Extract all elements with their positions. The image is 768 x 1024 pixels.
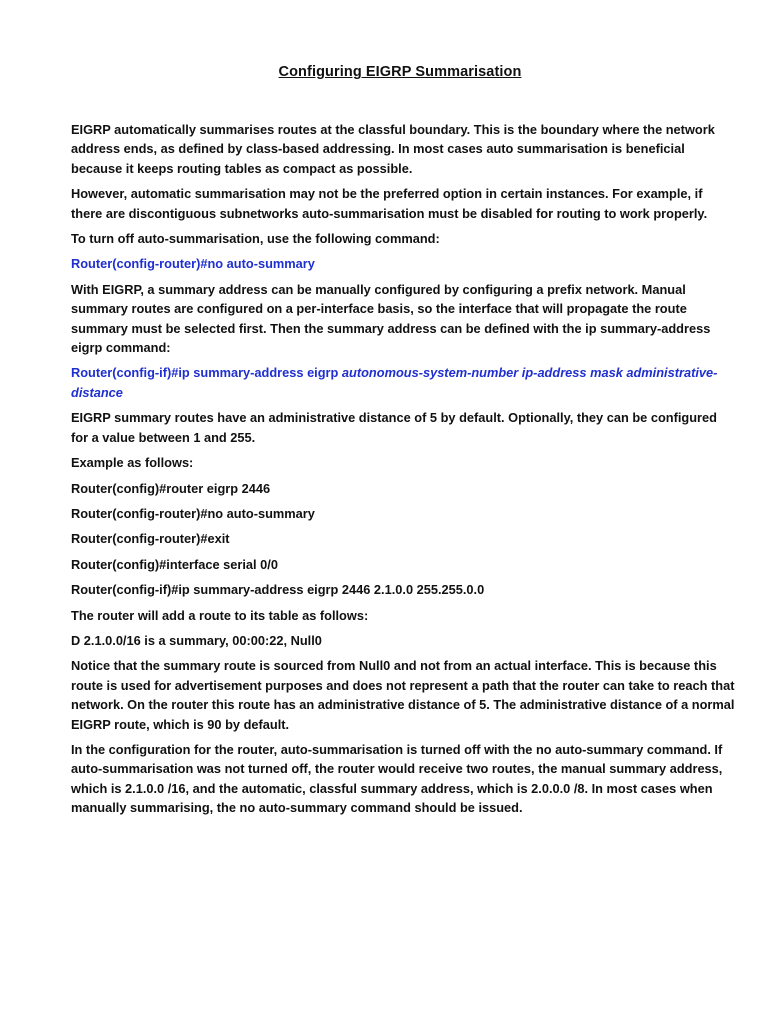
admin-distance-paragraph: EIGRP summary routes have an administrative distance of 5 by default. Optionally, they can be configured for a value between 1 and 255.	[71, 410, 717, 445]
summary-address-command-args: autonomous-system-number ip-address mask administrative-distance	[71, 365, 718, 400]
null0-paragraph: Notice that the summary route is sourced from Null0 and not from an actual interface. This is because this route is used for advertisement purposes and does not represent a path that the router can take to reach that network. On the router this route has an administrative distance of 5. The administrative distance of a normal EIGRP route, which is 90 by default.	[71, 658, 735, 732]
turn-off-paragraph: To turn off auto-summarisation, use the following command:	[71, 231, 440, 247]
page-title: Configuring EIGRP Summarisation	[278, 64, 522, 80]
example-heading: Example as follows:	[71, 455, 194, 471]
summary-address-command-prefix: Router(config-if)#ip summary-address eigrp	[71, 365, 342, 381]
summary-address-command	[71, 363, 737, 402]
no-auto-summary-command: Router(config-router)#no auto-summary	[71, 256, 315, 272]
example-line: Router(config-router)#exit	[71, 531, 230, 547]
conclusion-paragraph: In the configuration for the router, auto-summarisation is turned off with the no auto-summary command. If auto-summarisation was not turned off, the router would receive two routes, the manual summary address, which is 2.1.0.0 /16, and the automatic, classful summary address, which is 2.0.0.0 /8. In most cases when manually summarising, the no auto-summary command should be issued.	[71, 741, 723, 816]
example-line: Router(config-router)#no auto-summary	[71, 505, 315, 521]
manual-summary-paragraph: With EIGRP, a summary address can be manually configured by configuring a prefix network. Manual summary routes are configured on a per-interface basis, so the interface that will propagate the route summary must be selected first. Then the summary address can be defined with the ip summary-address eigrp command:	[71, 281, 711, 356]
document-body	[71, 120, 737, 824]
intro-paragraph: EIGRP automatically summarises routes at the classful boundary. This is the boundary where the network address ends, as defined by class-based addressing. In most cases auto summarisation is beneficial because it keeps routing tables as compact as possible.	[71, 122, 715, 176]
route-entry: D 2.1.0.0/16 is a summary, 00:00:22, Null0	[71, 632, 322, 648]
example-line: Router(config)#interface serial 0/0	[71, 556, 278, 572]
example-line: Router(config)#router eigrp 2446	[71, 480, 271, 496]
route-table-paragraph: The router will add a route to its table as follows:	[71, 607, 369, 623]
discontiguous-paragraph: However, automatic summarisation may not be the preferred option in certain instances. For example, if there are discontiguous subnetworks auto-summarisation must be disabled for routing to work properly.	[71, 186, 708, 221]
example-line: Router(config-if)#ip summary-address eigrp 2446 2.1.0.0 255.255.0.0	[71, 582, 485, 598]
